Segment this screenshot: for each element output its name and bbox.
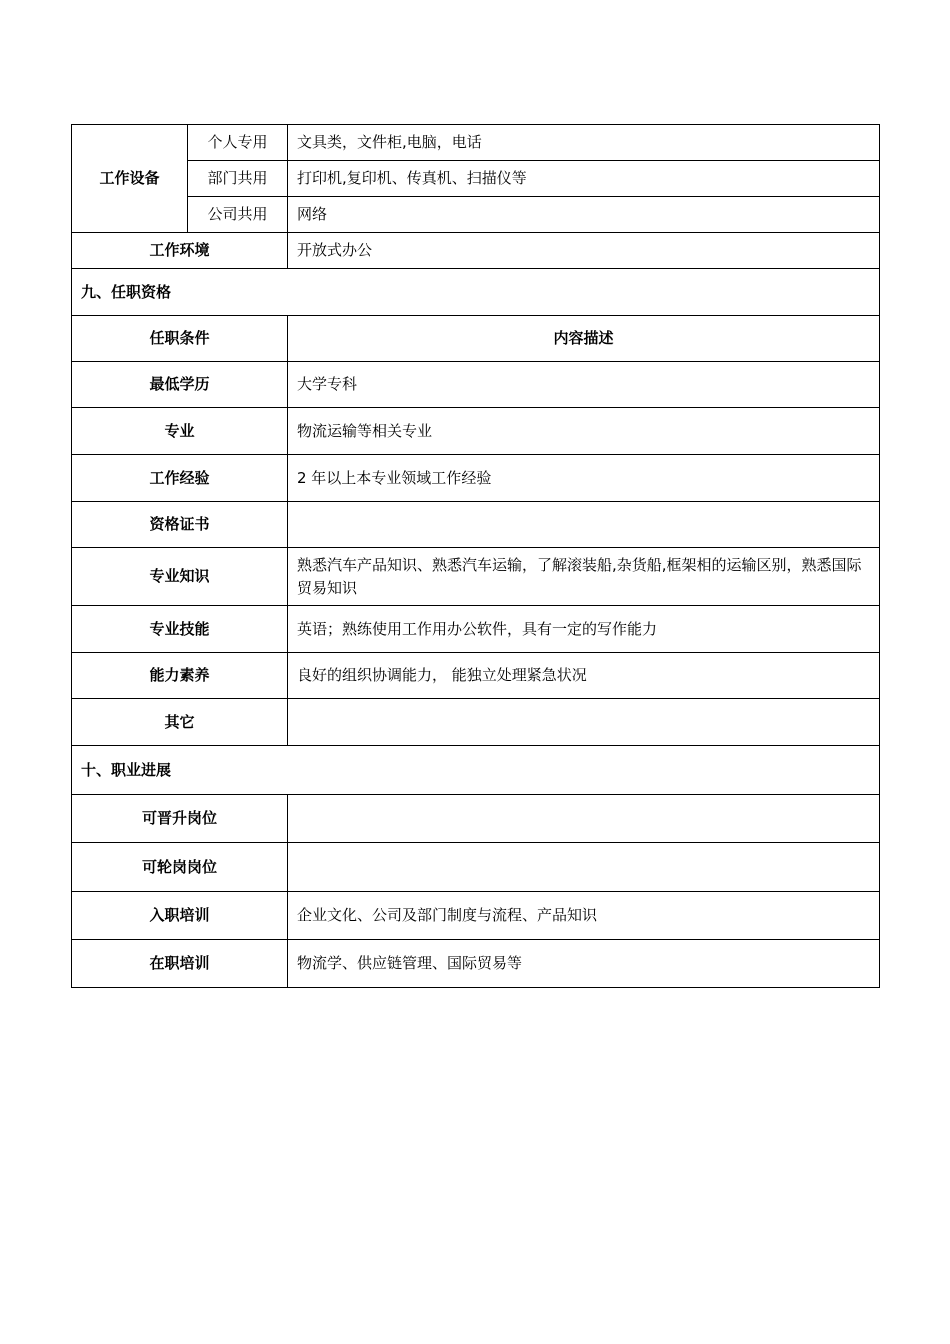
qualification-label: 专业 — [72, 408, 288, 455]
equipment-sub-department: 部门共用 — [188, 161, 288, 197]
career-label: 在职培训 — [72, 940, 288, 988]
qualifications-section-title: 九、任职资格 — [72, 269, 880, 316]
qualification-label: 能力素养 — [72, 653, 288, 699]
career-value — [288, 843, 880, 892]
career-label: 可轮岗岗位 — [72, 843, 288, 892]
qualification-value: 大学专科 — [288, 362, 880, 408]
section-row — [72, 269, 880, 316]
equipment-value-company: 网络 — [288, 197, 880, 233]
table-row — [72, 233, 880, 269]
table-row — [72, 455, 880, 502]
qualification-value — [288, 699, 880, 746]
career-label: 入职培训 — [72, 892, 288, 940]
column-header-condition: 任职条件 — [72, 316, 288, 362]
table-row — [72, 161, 880, 197]
table-row — [72, 548, 880, 606]
table-row — [72, 699, 880, 746]
equipment-sub-company: 公司共用 — [188, 197, 288, 233]
table-row — [72, 606, 880, 653]
qualification-value: 物流运输等相关专业 — [288, 408, 880, 455]
table-row — [72, 940, 880, 988]
career-label: 可晋升岗位 — [72, 795, 288, 843]
environment-label: 工作环境 — [72, 233, 288, 269]
table-row — [72, 362, 880, 408]
table-header-row — [72, 316, 880, 362]
equipment-value-personal: 文具类，文件柜,电脑，电话 — [288, 125, 880, 161]
column-header-description: 内容描述 — [288, 316, 880, 362]
qualification-value — [288, 502, 880, 548]
environment-value: 开放式办公 — [288, 233, 880, 269]
career-value: 物流学、供应链管理、国际贸易等 — [288, 940, 880, 988]
table-row — [72, 653, 880, 699]
table-row — [72, 125, 880, 161]
qualification-label: 专业技能 — [72, 606, 288, 653]
equipment-sub-personal: 个人专用 — [188, 125, 288, 161]
job-description-table — [71, 124, 880, 988]
qualification-value: 英语；熟练使用工作用办公软件，具有一定的写作能力 — [288, 606, 880, 653]
equipment-label: 工作设备 — [72, 125, 188, 233]
qualification-value: 2 年以上本专业领域工作经验 — [288, 455, 880, 502]
table-row — [72, 892, 880, 940]
qualification-label: 资格证书 — [72, 502, 288, 548]
career-value — [288, 795, 880, 843]
qualification-label: 其它 — [72, 699, 288, 746]
qualification-label: 工作经验 — [72, 455, 288, 502]
table-row — [72, 502, 880, 548]
equipment-value-department: 打印机,复印机、传真机、扫描仪等 — [288, 161, 880, 197]
career-value: 企业文化、公司及部门制度与流程、产品知识 — [288, 892, 880, 940]
table-row — [72, 843, 880, 892]
qualification-value: 熟悉汽车产品知识、熟悉汽车运输，了解滚装船,杂货船,框架相的运输区别，熟悉国际贸易知识 — [288, 548, 880, 606]
section-row — [72, 746, 880, 795]
qualification-value: 良好的组织协调能力， 能独立处理紧急状况 — [288, 653, 880, 699]
qualification-label: 专业知识 — [72, 548, 288, 606]
table-row — [72, 197, 880, 233]
career-section-title: 十、职业进展 — [72, 746, 880, 795]
table-row — [72, 795, 880, 843]
qualification-label: 最低学历 — [72, 362, 288, 408]
table-row — [72, 408, 880, 455]
